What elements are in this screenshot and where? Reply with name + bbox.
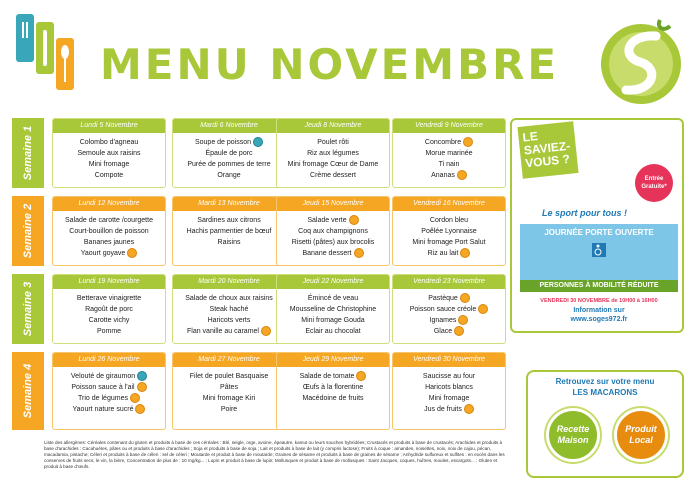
local-product-badge-icon [137,382,147,392]
day-header: Vendredi 16 Novembre [393,197,505,211]
dish: Jus de fruits [393,404,505,415]
day-header: Jeudi 15 Novembre [277,197,389,211]
dish: Mini fromage [428,395,470,402]
day-card [392,274,506,344]
dish: Mini fromage [88,161,130,168]
day-header: Mardi 20 Novembre [173,275,285,289]
local-product-badge-icon [457,170,467,180]
week-label: Semaine 2 [12,196,44,266]
dish: Sardines aux citrons [197,217,261,224]
week-label: Semaine 1 [12,118,44,188]
day-header: Jeudi 22 Novembre [277,275,389,289]
dish: Raisins [217,239,241,246]
day-card [392,352,506,430]
day-card [52,118,166,188]
local-product-badge-icon [460,293,470,303]
dish: Bananes jaunes [83,239,135,246]
dish: Poisson sauce à l'ail [53,382,165,393]
dish: Ananas [393,170,505,181]
dish: Salade de tomate [277,371,389,382]
dish: Cordon bleu [429,217,469,224]
week-2-row [12,196,507,266]
dish: Saucisse au four [422,373,476,380]
wheelchair-icon [592,243,606,257]
local-product-badge-icon [261,326,271,336]
local-product-badge-icon [349,215,359,225]
day-header: Lundi 12 Novembre [53,197,165,211]
dish: Coq aux champignons [298,228,368,235]
dish: Flan vanille au caramel [173,326,285,337]
dish: Yaourt goyave [53,248,165,259]
dish: Orange [217,172,241,179]
day-card [172,352,286,430]
week-4-row [12,352,507,430]
dish: Concombre [393,137,505,148]
dish: Mousseline de Christophine [289,306,377,313]
day-card [276,118,390,188]
recette-maison-badge: Recette Maison [546,408,600,462]
produit-local-badge: Produit Local [614,408,668,462]
info-text: Information sur www.soges972.fr [520,306,678,324]
label-badge-icon [137,371,147,381]
day-card [276,352,390,430]
dish: Émincé de veau [307,295,359,302]
dish: Mini fromage Port Salut [412,239,486,246]
day-header: Jeudi 8 Novembre [277,119,389,133]
dish: Salade de choux aux raisins [185,295,273,302]
local-product-badge-icon [460,248,470,258]
dish: Yaourt nature sucré [53,404,165,415]
week-label: Semaine 3 [12,274,44,344]
dish: Épaule de porc [205,150,253,157]
open-day-banner: JOURNÉE PORTE OUVERTE [520,224,678,280]
dish: Mini fromage Kiri [202,395,256,402]
dish: Purée de pommes de terre [187,161,271,168]
day-header: Mardi 13 Novembre [173,197,285,211]
dish: Carotte vichy [88,317,130,324]
dish: Filet de poulet Basquaise [189,373,269,380]
day-card [172,274,286,344]
savez-heading: LE SAVIEZ-VOUS ? [517,121,578,179]
macarons-title: Retrouvez sur votre menu LES MACARONS [555,377,655,397]
day-header: Vendredi 9 Novembre [393,119,505,133]
day-header: Lundi 19 Novembre [53,275,165,289]
dish: Macédoine de fruits [302,395,364,402]
dish: Salade de carotte /courgette [65,217,153,224]
dish: Eclair au chocolat [305,328,361,335]
dish: Haricots verts [207,317,251,324]
local-product-badge-icon [464,404,474,414]
dish: Mini fromage Gouda [301,317,365,324]
dish: Poisson sauce créole [393,304,505,315]
dish: Court-bouillon de poisson [69,228,149,235]
local-product-badge-icon [454,326,464,336]
day-card [172,196,286,266]
local-product-badge-icon [130,393,140,403]
day-header: Vendredi 30 Novembre [393,353,505,367]
local-product-badge-icon [135,404,145,414]
dish: Pomme [96,328,122,335]
dish: Compote [94,172,124,179]
label-badge-icon [253,137,263,147]
dish: Salade verte [277,215,389,226]
macarons-panel [526,370,684,478]
local-product-badge-icon [478,304,488,314]
dish: Haricots blancs [425,384,473,391]
dish: Pastèque [393,293,505,304]
dish: Riz au lait [393,248,505,259]
allergen-notice: Liste des allergènes: Céréales contenant du gluten et produits à base de ces céréales : Blé, seigle, orge, avoine, épeautre, kamut ou leurs souches hybridées; Crustacés et produits à base de crustacés; Arachides et produits à base d'arachides : Cacahuètes, pâtes ou et produits à base d'arachides ; Soja et produits à base de soja ; Lait et produits à base de lait (y compris lactose); Fruits à coque : amandes, noisettes, noix, noix de cajou, pécan, macadamia, pistache; Céleri et produits à base de céleri : sel de céleri ; Moutarde et produit à base de moutarde; Graines de sésame et produits à base de graines de sésame ; Anhydride sulfureux et sulfites : en excès dans les conserves de fruits secs, le vin, la bière, Concentration de plus de : 10 mg/kg... ; Lupin et produit à base de lupin; Mollusques et produit à base de mollusques : Saint Jacques, coques, huîtres, moules, escargots... ; Gluten et produit à base d'œufs. [44,440,505,469]
dish: Trio de légumes [53,393,165,404]
day-card [52,352,166,430]
dish: Risetti (pâtes) aux brocolis [291,239,375,246]
day-header: Vendredi 23 Novembre [393,275,505,289]
dish: Glace [393,326,505,337]
cutlery-logo-icon [14,8,80,96]
dish: Crème dessert [310,172,356,179]
week-label: Semaine 4 [12,352,44,430]
day-card [392,118,506,188]
dish: Pâtes [220,384,238,391]
day-header: Lundi 5 Novembre [53,119,165,133]
week-1-row [12,118,507,188]
dish: Soupe de poisson [173,137,285,148]
dish: Ti nain [438,161,460,168]
dish: Poêlée Lyonnaise [421,228,477,235]
dish: Colombo d'agneau [79,139,139,146]
page-title: MENU NOVEMBRE [100,40,560,89]
local-product-badge-icon [356,371,366,381]
day-header: Mardi 27 Novembre [173,353,285,367]
dish: Banane dessert [277,248,389,259]
brand-logo-icon [598,14,684,110]
local-product-badge-icon [463,137,473,147]
day-card [52,196,166,266]
dish: Betterave vinaigrette [76,295,142,302]
week-3-row [12,274,507,344]
day-card [276,196,390,266]
dish: Hachis parmentier de bœuf [186,228,272,235]
dish: Semoule aux raisins [77,150,141,157]
dish: Mini fromage Cœur de Dame [287,161,379,168]
dish: Steak haché [209,306,249,313]
dish: Poulet rôti [317,139,349,146]
local-product-badge-icon [354,248,364,258]
day-card [172,118,286,188]
local-product-badge-icon [127,248,137,258]
dish: Morue marinée [425,150,473,157]
day-header: Mardi 6 Novembre [173,119,285,133]
dish: Velouté de giraumon [53,371,165,382]
day-card [276,274,390,344]
accessibility-banner: PERSONNES À MOBILITÉ RÉDUITE [520,280,678,292]
free-entry-badge: Entrée Gratuite* [635,164,673,202]
day-card [52,274,166,344]
day-header: Jeudi 29 Novembre [277,353,389,367]
dish: Riz aux légumes [307,150,359,157]
local-product-badge-icon [458,315,468,325]
sport-slogan: Le sport pour tous ! [542,208,627,218]
dish: Œufs à la florentine [302,384,364,391]
dish: Ragoût de porc [85,306,133,313]
website-link[interactable]: www.soges972.fr [570,316,628,323]
event-date: VENDREDI 30 NOVEMBRE de 10H00 à 16H00 [540,298,658,304]
day-card [392,196,506,266]
dish: Poire [220,406,238,413]
dish: Ignames [393,315,505,326]
day-header: Lundi 26 Novembre [53,353,165,367]
info-panel [510,118,684,333]
